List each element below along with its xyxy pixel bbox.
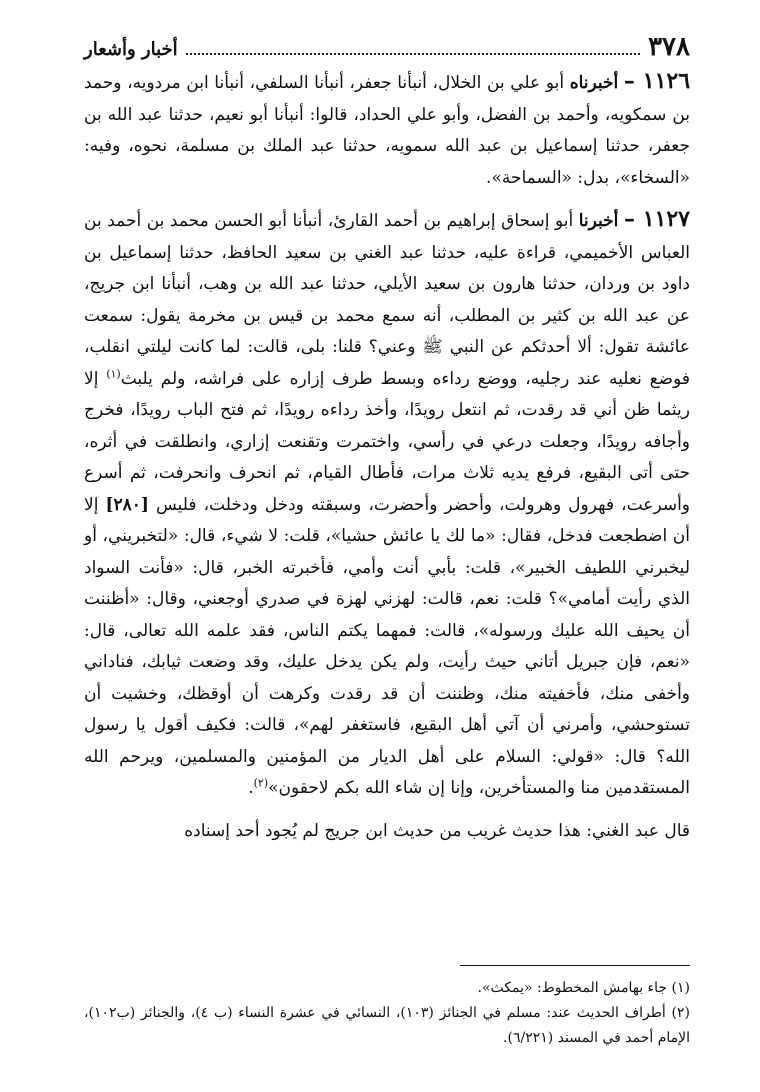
page-number: ٣٧٨ [648,32,690,62]
footnote-1 [84,976,690,1001]
footnote-marker: (١) [671,980,690,996]
footnote-text: أطراف الحديث عند: مسلم في الجنائز (١٠٣)، النسائي في عشرة النساء (ب ٤)، والجنائز (ب١٠٢)، الإمام أحمد في المسند (٦/٢٢١). [84,1005,690,1046]
footnote-marker: (٢) [671,1005,691,1021]
hadith-text: أبو علي بن الخلال، أنبأنا جعفر، أنبأنا السلفي، أنبأنا ابن مردويه، وحمد بن سمكويه، وأحمد بن الفضل، وأبو علي الحداد، قالوا: أنبأنا أبو نعيم، حدثنا عبد الله بن جعفر، حدثنا إسماعيل بن عبد الله سمويه، حدثنا عبد الملك بن مسلمة، نحوه، وفيه: «السخاء»، بدل: «السماحة». [84,73,690,188]
footnote-text: جاء بهامش المخطوط: «يمكث». [477,980,668,996]
hadith-text-part-1: أبو إسحاق إبراهيم بن أحمد القارئ، أنبأنا أبو الحسن محمد بن أحمد بن العباس الأخميمي، قراءة عليه، حدثنا عبد الغني بن سعيد الحافظ، حدثنا إسماعيل بن داود بن وردان، حدثنا هارون بن سعيد الأيلي، حدثنا عبد الله بن وهب، أنبأنا ابن جريج، عن عبد الله بن كثير بن المطلب، أنه سمع محمد بن قيس بن مخرمة يقول: سمعت عائشة تقول: ألا أحدثكم عن النبي ﷺ وعني؟ قلنا: بلى، قالت: لما كانت ليلتي انقلب، فوضع نعليه عند رجليه، ووضع رداءه وبسط طرف إزاره على فراشه، ولم يلبث [84,211,690,389]
closing-remark: قال عبد الغني: هذا حديث غريب من حديث ابن جريج لم يُجود أحد إسناده [184,820,690,841]
hadith-text-part-3: إلا أن اضطجعت فدخل، فقال: «ما لك يا عائش حشيا»، قلت: لا شيء، قال: «لتخبريني، أو ليخبرني اللطيف الخبير»، قلت: بأبي أنت وأمي، فأخبرته الخبر، قال: «فأنت السواد الذي رأيت أمامي»؟ قلت: نعم، قالت: لهزني لهزة في صدري أوجعني، وقال: «أظننت أن يحيف الله عليك ورسوله»، قالت: فمهما يكتم الناس، فقد علمه الله تعالى، قال: «نعم، فإن جبريل أتاني حيث رأيت، ولم يكن يدخل عليك، وقد وضعت ثيابك، فناداني وأخفى منك، فأخفيته منك، وظننت أن قد رقدت وكرهت أن أوقظك، وخشيت أن تستوحشي، وأمرني أن آتي أهل البقيع، فاستغفر لهم»، قالت: فكيف أقول يا رسول الله؟ قال: «قولي: السلام على أهل الديار من المؤمنين والمسلمين، ويرحم الله المستقدمين منا والمستأخرين، وإنا إن شاء الله بكم لاحقون» [84,494,690,798]
hadith-lead-word: أخبرنا [578,211,619,231]
hadith-number: ١١٢٧ – [623,206,690,232]
header-dotted-leader [186,53,640,55]
footnote-ref-2: (٢) [253,776,269,790]
running-title: أخبار وأشعار [84,39,178,60]
hadith-number: ١١٢٦ – [623,68,691,94]
hadith-lead-word: أخبرناه [569,73,619,93]
hadith-text-part-2: إلا ريثما ظن أني قد رقدت، ثم انتعل رويدًا، وأخذ رداءه رويدًا، ثم فتح الباب رويدًا، فخرج وأجافه رويدًا، وجعلت درعي في رأسي، واختمرت وتقنعت إزاري، وانطلقت في أثره، حتى أتى البقيع، فرفع يديه ثلاث مرات، فأطال القيام، ثم انحرف وانحرفت، ثم أسرع وأسرعت، فهرول وهرولت، وأحضر وأحضرت، وسبقته ودخل ودخلت، فليس [84,368,690,515]
footnote-2 [84,1001,690,1051]
hadith-1126 [84,66,690,194]
page-header [84,32,690,62]
footnote-ref-1: (١) [106,366,121,380]
hadith-1127 [84,204,690,805]
footnotes [84,976,690,1051]
footnote-separator [460,965,690,966]
hadith-end-mark: . [248,778,254,798]
manuscript-page-ref: [٢٨٠] [105,494,149,515]
